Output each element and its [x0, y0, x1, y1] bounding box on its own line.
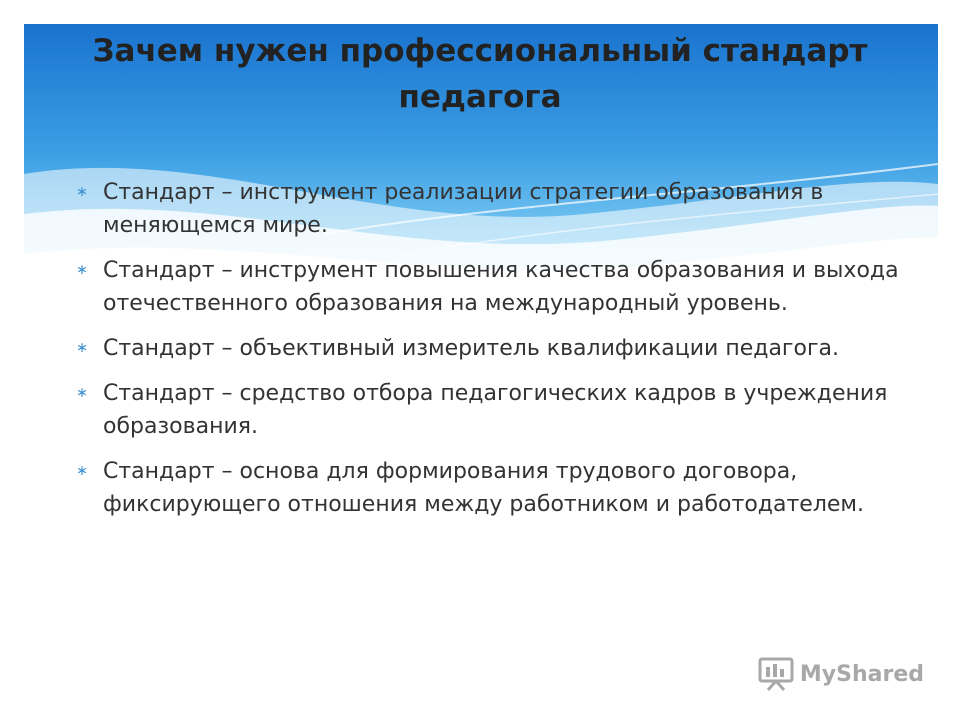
list-item — [72, 254, 912, 320]
list-item — [72, 377, 912, 443]
asterisk-bullet-icon: ∗ — [76, 262, 88, 278]
bullet-text: Стандарт – инструмент реализации стратегии образования в меняющемся мире. — [103, 180, 824, 238]
watermark-brand-shared: Shared — [836, 661, 924, 687]
bullet-text: Стандарт – инструмент повышения качества образования и выхода отечественного образования на международный уровень. — [103, 258, 899, 316]
list-item — [72, 176, 912, 242]
bullet-text: Стандарт – средство отбора педагогических кадров в учреждения образования. — [103, 381, 888, 439]
asterisk-bullet-icon: ∗ — [76, 340, 88, 356]
asterisk-bullet-icon: ∗ — [76, 385, 88, 401]
watermark-brand-my: My — [799, 661, 837, 687]
myshared-watermark[interactable] — [756, 656, 924, 692]
list-item — [72, 332, 912, 365]
presentation-board-icon — [756, 657, 796, 691]
list-item — [72, 455, 912, 521]
bullet-text: Стандарт – объективный измеритель квалификации педагога. — [103, 336, 839, 361]
slide-title: Зачем нужен профессиональный стандарт педагога — [92, 33, 868, 115]
asterisk-bullet-icon: ∗ — [76, 184, 88, 200]
asterisk-bullet-icon: ∗ — [76, 463, 88, 479]
bullet-list — [72, 176, 912, 533]
bullet-text: Стандарт – основа для формирования трудового договора, фиксирующего отношения между работником и работодателем. — [103, 459, 865, 517]
